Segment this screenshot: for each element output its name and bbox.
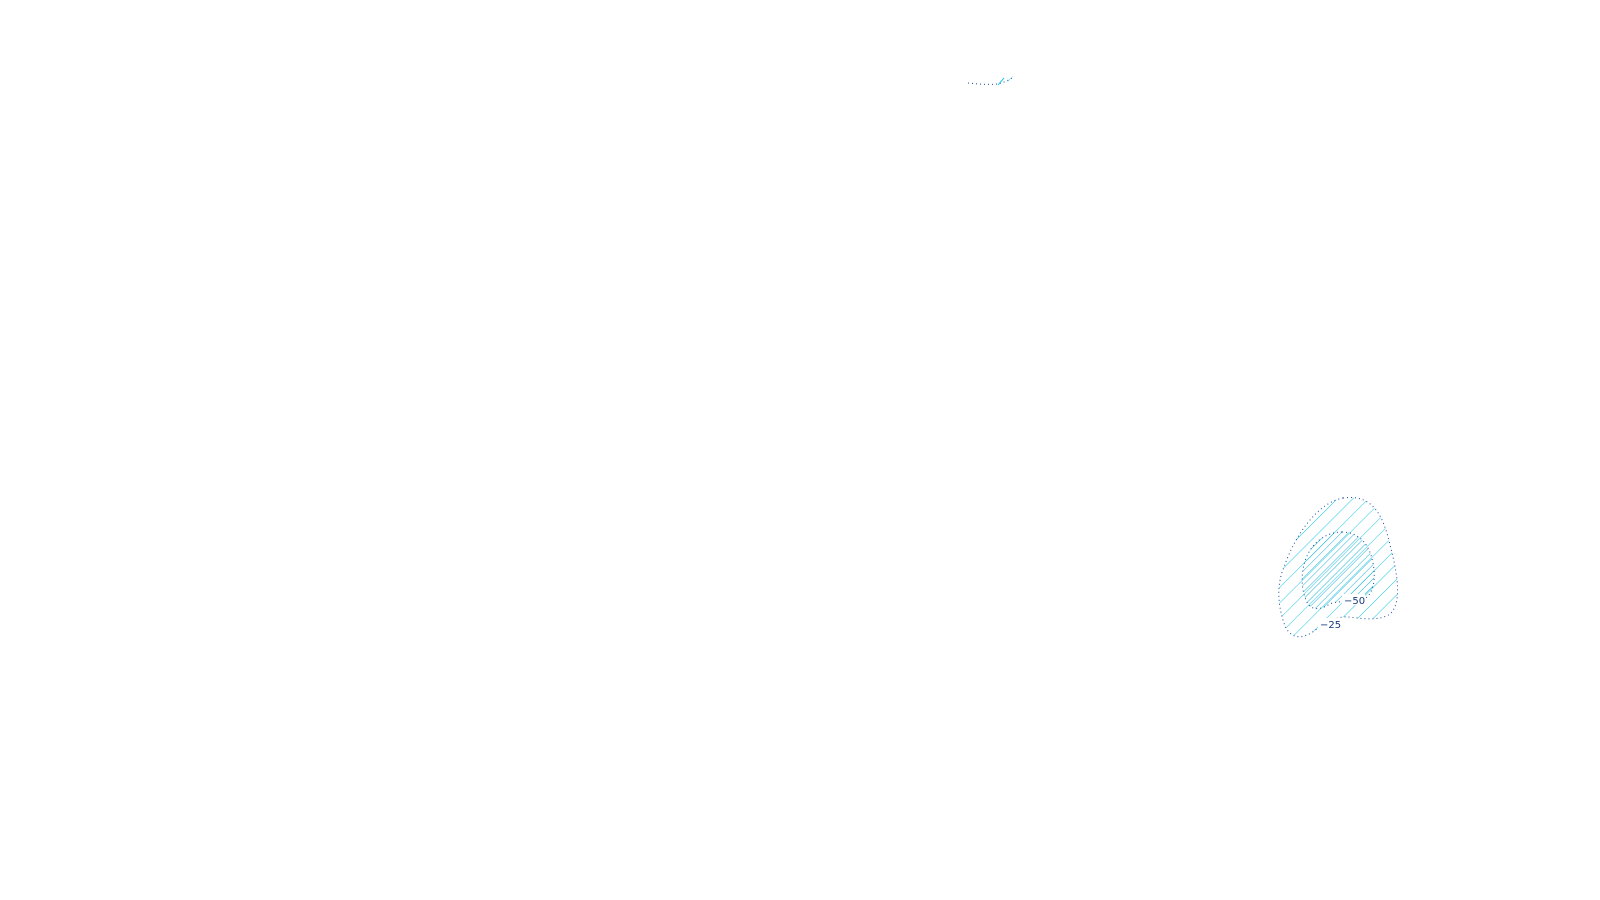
- contour-label-outer: −25: [1320, 620, 1342, 631]
- small-contour-hatch: [993, 76, 1013, 88]
- small-contour-fragment: [968, 76, 1014, 88]
- contour-label-inner: −50: [1344, 596, 1366, 607]
